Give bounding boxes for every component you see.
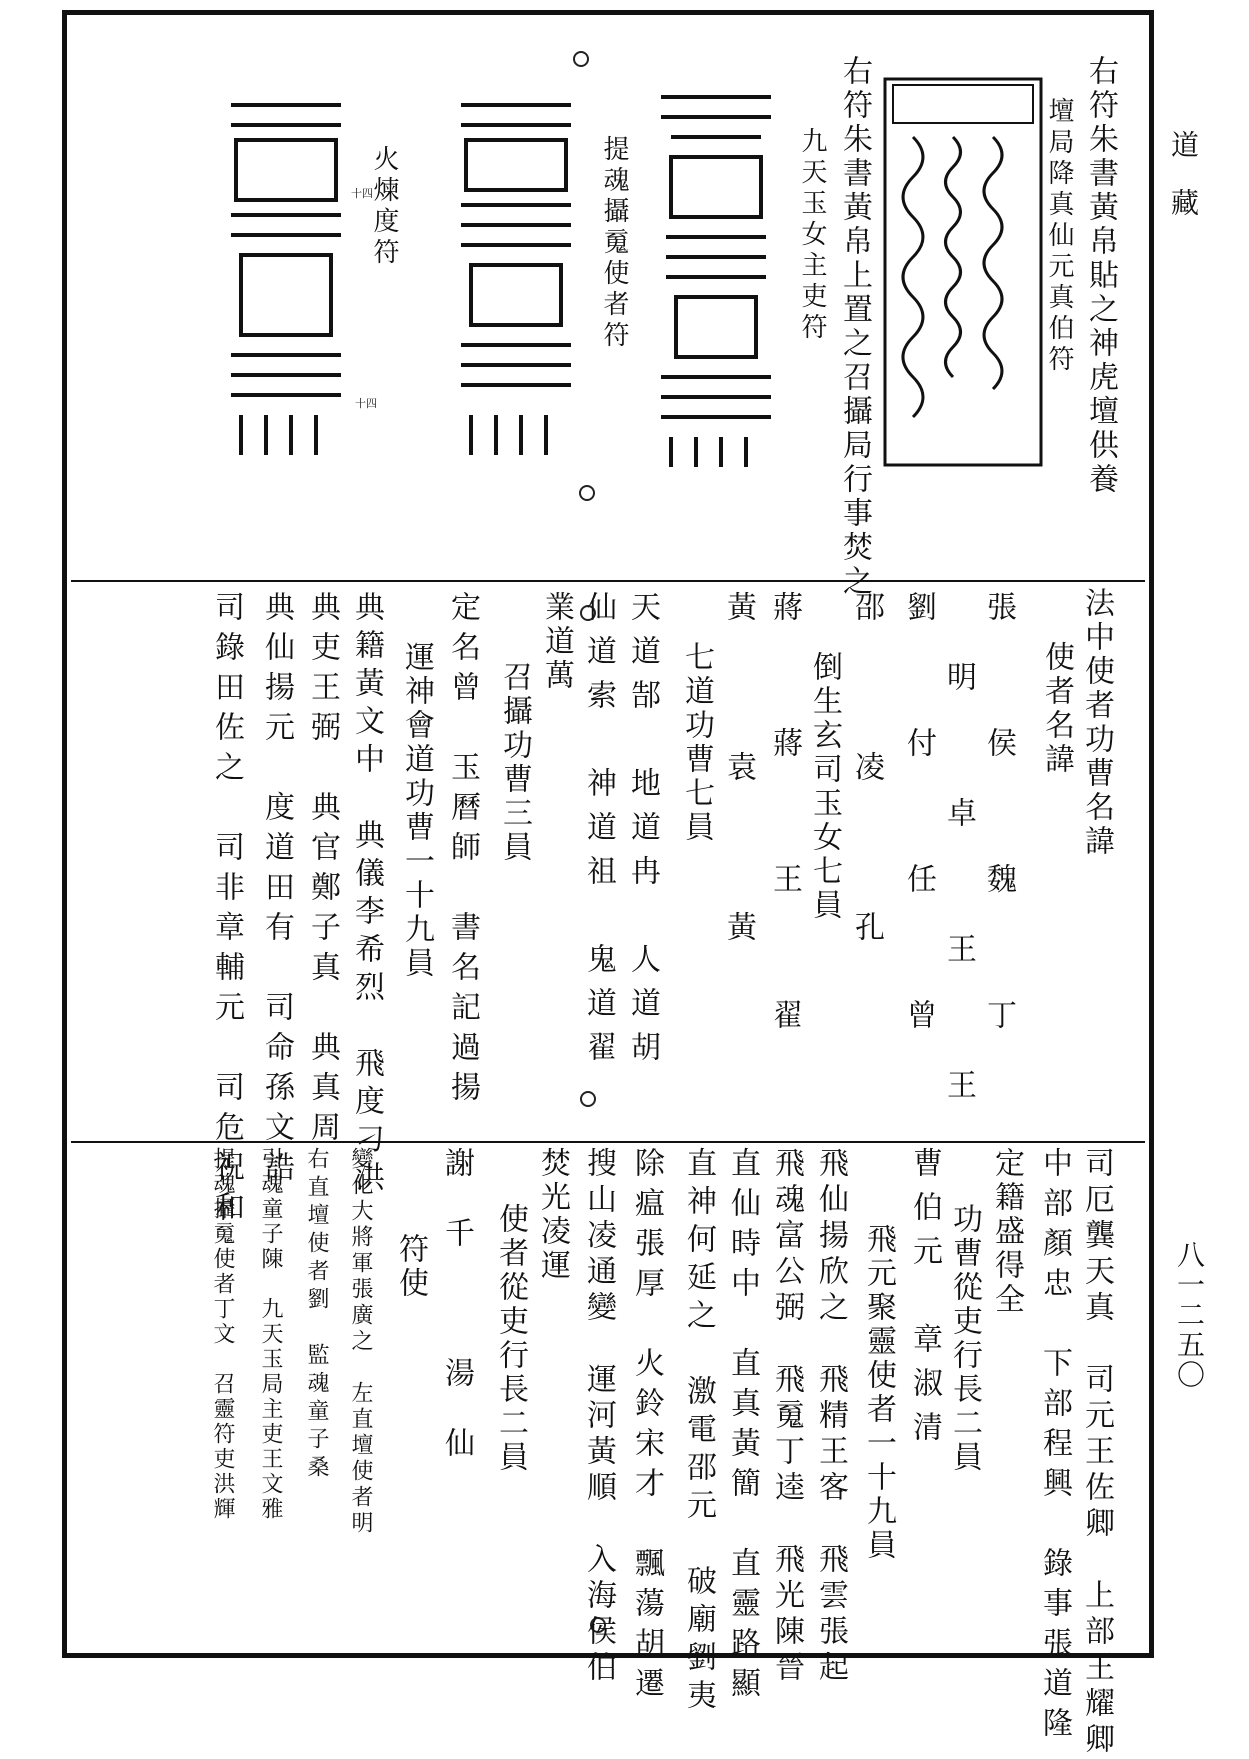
name-column: 黃 袁 黃 bbox=[721, 591, 756, 991]
name-column: 司厄龔天真 司元王佐卿 上部王耀卿 bbox=[1079, 1147, 1114, 1759]
name-column: 天道郜 地道冉 人道胡 bbox=[625, 591, 660, 1075]
name-column: 變化大將軍張廣之 左直壇使者明 bbox=[348, 1147, 373, 1537]
name-column: 焚光凌運 bbox=[535, 1147, 570, 1283]
name-column: 司錄田佐之 司非章輔元 司危祝和 bbox=[209, 591, 244, 1231]
section-heading: 倒生玄司玉女七員 bbox=[807, 651, 842, 923]
name-column: 典仙揚元 度道田有 司命孫文誥 bbox=[259, 591, 294, 1191]
name-column: 曹伯元 章淑清 bbox=[907, 1147, 942, 1455]
section-heading: 飛元聚靈使者一十九員 bbox=[861, 1223, 896, 1563]
section-heading: 法中使者功曹名諱 bbox=[1079, 587, 1114, 859]
name-column: 仙道索 神道祖 鬼道翟 bbox=[581, 591, 616, 1075]
talisman-seal-icon bbox=[651, 77, 781, 477]
circle-mark-icon bbox=[580, 1091, 596, 1107]
page-number: 八一二五〇 bbox=[1173, 1240, 1206, 1390]
caption-text: 火煉度符 bbox=[369, 145, 399, 269]
name-column: 業道萬 bbox=[539, 591, 574, 693]
name-column: 搜山凌通變 運河黃順 入海侯伯 bbox=[581, 1147, 616, 1687]
caption-text: 右符朱書黃帛上置之召攝局行事焚之 bbox=[837, 55, 872, 599]
name-column: 典籍黃文中 典儀李希烈 飛度刁洪 bbox=[349, 591, 384, 1199]
name-column: 直仙時中 直真黃簡 直靈路顯 bbox=[725, 1147, 760, 1707]
name-column: 右直壇使者劉 監魂童子桑 bbox=[304, 1147, 329, 1483]
name-column: 典吏王弼 典官鄭子真 典真周 bbox=[305, 591, 340, 1151]
section-heading: 七道功曹七員 bbox=[679, 641, 714, 845]
name-column: 邵 凌 孔 bbox=[849, 591, 884, 991]
talisman-seal-icon bbox=[883, 77, 1043, 467]
name-column: 謝千 湯仙 bbox=[439, 1147, 474, 1497]
page-mark: 十四 bbox=[351, 187, 373, 200]
name-column: 直神何延之 激電邵元 破廟劉夷 bbox=[681, 1147, 716, 1717]
collection-label: 道藏 bbox=[1167, 130, 1200, 246]
section-heading: 運神會道功曹一十九員 bbox=[399, 641, 434, 981]
section-heading: 使者從吏行長二員 bbox=[493, 1203, 528, 1475]
talisman-seal-icon bbox=[451, 95, 581, 465]
page-frame bbox=[62, 10, 1154, 1759]
section-heading: 功曹從吏行長二員 bbox=[947, 1203, 982, 1475]
circle-mark-icon bbox=[579, 485, 595, 501]
name-column: 明 卓 王 王 bbox=[941, 661, 976, 1137]
name-column: 除瘟張厚 火鈴宋才 飄蕩胡遷 bbox=[629, 1147, 664, 1707]
name-column: 張 侯 魏 丁 bbox=[981, 591, 1016, 1067]
name-column: 定籍盛得全 bbox=[989, 1147, 1024, 1317]
name-column: 蔣 蔣 王 翟 bbox=[767, 591, 802, 1067]
circle-mark-icon bbox=[573, 51, 589, 67]
section-heading: 召攝功曹三員 bbox=[497, 661, 532, 865]
name-column: 提魂攝䰟使者丁文 召靈符吏洪輝 bbox=[210, 1147, 235, 1522]
name-column: 飛仙揚欣之 飛精王客 飛雲張起 bbox=[813, 1147, 848, 1687]
section-heading: 符使 bbox=[393, 1233, 428, 1301]
talisman-seal-icon bbox=[221, 95, 351, 465]
page-mark: 十四 bbox=[355, 397, 377, 410]
name-column: 引魂童子陳 九天玉局主吏王文雅 bbox=[258, 1147, 283, 1522]
caption-text: 右符朱書黃帛貼之神虎壇供養 bbox=[1083, 55, 1118, 497]
names-section-lower bbox=[71, 1143, 1145, 1759]
caption-text: 壇局降真仙元真伯符 bbox=[1044, 97, 1074, 376]
talisman-section bbox=[71, 15, 1145, 599]
caption-text: 九天玉女主吏符 bbox=[797, 127, 827, 344]
caption-text: 提魂攝䰟使者符 bbox=[599, 135, 629, 352]
name-column: 飛魂富公弼 飛䰟丁逵 飛光陳晉 bbox=[769, 1147, 804, 1687]
name-column: 劉 付 任 曾 bbox=[901, 591, 936, 1067]
name-column: 中部顏忠 下部程興 錄事張道隆 bbox=[1037, 1147, 1072, 1747]
section-heading: 使者名諱 bbox=[1039, 641, 1074, 777]
name-column: 定名曾 玉曆師 書名記過揚 bbox=[445, 591, 480, 1111]
